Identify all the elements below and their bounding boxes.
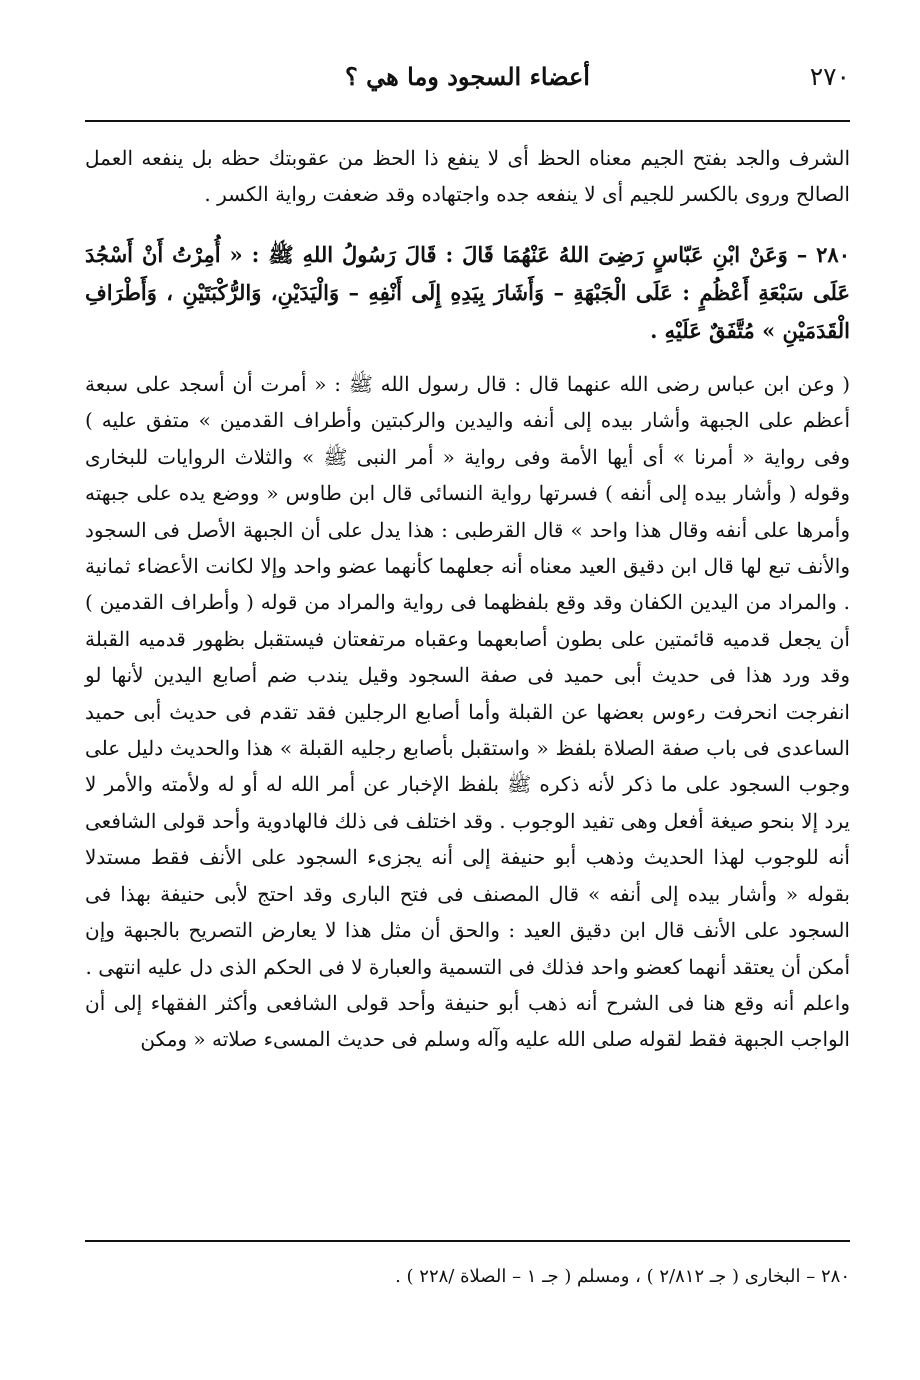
footnote-divider <box>85 1240 850 1242</box>
commentary-paragraph: واعلم أنه وقع هنا فى الشرح أنه ذهب أبو حنيفة وأحد قولى الشافعى وأكثر الفقهاء إلى أن الواجب الجبهة فقط لقوله صلى الله عليه وآله وسلم فى حديث المسىء صلاته « ومكن <box>85 990 850 1052</box>
hadith-paragraph: ٢٨٠ – وَعَنْ ابْنِ عَبّاسٍ رَضِىَ اللهُ عَنْهُمَا قَالَ : قَالَ رَسُولُ اللهِ ﷺ : « أُمِرْتُ أَنْ أَسْجُدَ عَلَى سَبْعَةِ أَعْظُمٍ : عَلَى الْجَبْهَةِ – وَأَشَارَ بِيَدِهِ إِلَى أَنْفِهِ – وَالْيَدَيْنِ، وَالرُّكْبَتَيْنِ ، وَأَطْرَافِ الْقَدَمَيْنِ » مُتَّفَقٌ عَلَيْهِ . <box>85 242 850 343</box>
intro-paragraph: الشرف والجد بفتح الجيم معناه الحظ أى لا ينفع ذا الحظ من عقوبتك حظه بل ينفعه العمل الصالح وروى بالكسر للجيم أى لا ينفعه جده واجتهاده وقد ضعفت رواية الكسر . <box>85 146 850 206</box>
commentary-paragraph: ( وعن ابن عباس رضى الله عنهما قال : قال رسول الله ﷺ : « أمرت أن أسجد على سبعة أعظم على الجبهة وأشار بيده إلى أنفه واليدين والركبتين وأطراف القدمين » متفق عليه ) وفى رواية « أمرنا » أى أيها الأمة وفى رواية « أمر النبى ﷺ » والثلاث الروايات للبخارى وقوله ( وأشار بيده إلى أنفه ) فسرتها رواية النسائى قال ابن طاوس « ووضع يده على جبهته وأمرها على أنفه وقال هذا واحد » قال القرطبى : هذا يدل على أن الجبهة الأصل فى السجود والأنف تبع لها قال ابن دقيق العيد معناه أنه جعلهما كأنهما عضو واحد وإلا لكانت الأعضاء ثمانية . والمراد من اليدين الكفان وقد وقع بلفظهما فى رواية والمراد من قوله ( وأطراف القدمين ) أن يجعل قدميه قائمتين على بطون أصابعهما وعقباه مرتفعتان فيستقبل بظهور قدميه القبلة وقد ورد هذا فى حديث أبى حميد فى صفة السجود وقيل يندب ضم أصابع اليدين لأنها لو انفرجت انحرفت رءوس بعضها عن القبلة وأما أصابع الرجلين فقد تقدم فى حديث أبى حميد الساعدى فى باب صفة الصلاة بلفظ « واستقبل بأصابع رجليه القبلة » هذا والحديث دليل على وجوب السجود على ما ذكر لأنه ذكره ﷺ بلفظ الإخبار عن أمر الله له أو له ولأمته والأمر لا يرد إلا بنحو صيغة أفعل وهى تفيد الوجوب . وقد اختلف فى ذلك فالهادوية وأحد قولى الشافعى أنه للوجوب لهذا الحديث وذهب أبو حنيفة إلى أنه يجزىء السجود على الأنف فقط مستدلا بقوله « وأشار بيده إلى أنفه » قال المصنف فى فتح البارى وقد احتج لأبى حنيفة بهذا فى السجود على الأنف قال ابن دقيق العيد : والحق أن مثل هذا لا يعارض التصريح بالجبهة وإن أمكن أن يعتقد أنهما كعضو واحد فذلك فى التسمية والعبارة لا فى الحكم الذى دل عليه انتهى . <box>85 372 851 979</box>
header-divider <box>85 120 850 122</box>
main-text <box>85 140 850 1058</box>
page-header <box>85 62 850 102</box>
footnote: ٢٨٠ – البخارى ( جـ ٢/٨١٢ ) ، ومسلم ( جـ ١ – الصلاة /٢٢٨ ) . <box>395 1266 850 1287</box>
page-number: ٢٧٠ <box>809 62 850 91</box>
running-title: أعضاء السجود وما هي ؟ <box>345 62 590 91</box>
